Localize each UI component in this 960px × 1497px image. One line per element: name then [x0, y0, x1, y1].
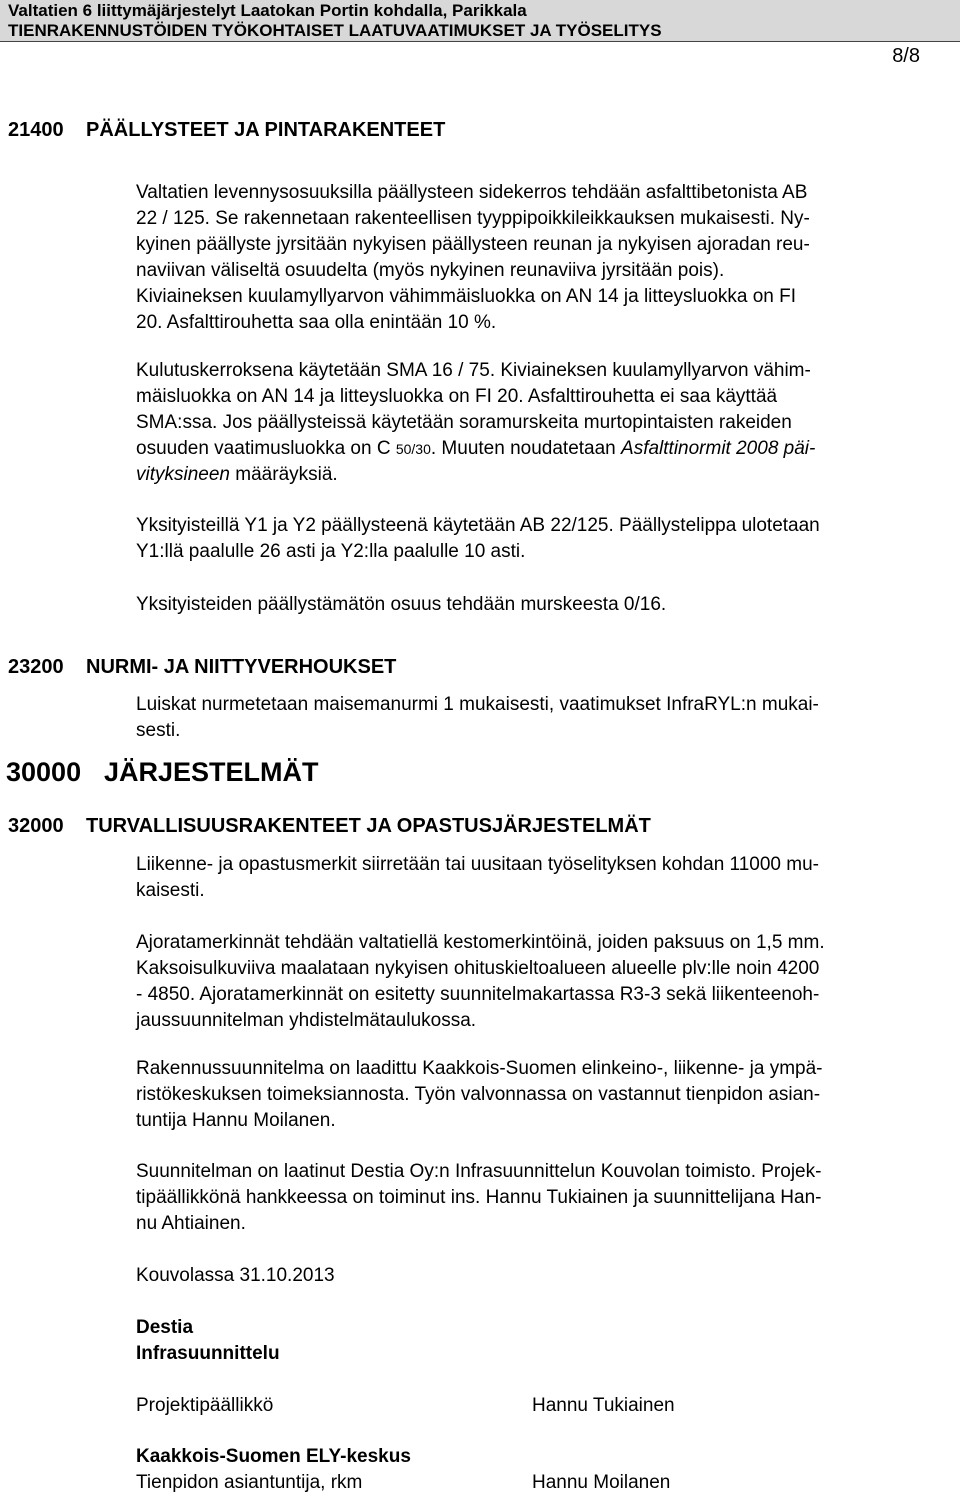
section-heading-23200	[8, 655, 396, 679]
section-title: NURMI- JA NIITTYVERHOUKSET	[86, 656, 397, 678]
text-line: jaussuunnitelman yhdistelmätaulukossa.	[136, 1010, 477, 1031]
organization-name: Destia	[136, 1317, 194, 1338]
text-span: määräyksiä.	[230, 464, 338, 485]
text-line: Suunnitelman on laatinut Destia Oy:n Infrasuunnittelun Kouvolan toimisto. Projek-	[136, 1161, 822, 1182]
text-line: sesti.	[136, 720, 181, 741]
text-line: kyinen päällyste jyrsitään nykyisen päällysteen reunan ja nykyisen ajoradan reu-	[136, 234, 810, 255]
text-line: Y1:llä paalulle 26 asti ja Y2:lla paalulle 10 asti.	[136, 541, 526, 562]
header-project-title: Valtatien 6 liittymäjärjestelyt Laatokan Portin kohdalla, Parikkala	[8, 1, 527, 20]
paragraph-turfing	[136, 692, 942, 744]
signer-role: Projektipäällikkö	[136, 1395, 274, 1416]
text-line: 22 / 125. Se rakennetaan rakenteellisen tyyppipoikkileikkauksen mukaisesti. Ny-	[136, 208, 810, 229]
paragraph-unpaved	[136, 592, 942, 618]
section-title: TURVALLISUUSRAKENTEET JA OPASTUSJÄRJESTELMÄT	[86, 815, 651, 837]
text-line: Luiskat nurmetetaan maisemanurmi 1 mukaisesti, vaatimukset InfraRYL:n mukai-	[136, 694, 819, 715]
section-code: 30000	[6, 757, 82, 787]
signer-role: Tienpidon asiantuntija, rkm	[136, 1472, 363, 1493]
header-divider	[0, 41, 960, 42]
text-line: kaisesti.	[136, 880, 205, 901]
organization-unit: Infrasuunnittelu	[136, 1343, 280, 1364]
section-heading-21400	[8, 118, 445, 142]
text-span: osuuden vaatimusluokka on C	[136, 438, 396, 459]
text-line: tuntija Hannu Moilanen.	[136, 1110, 336, 1131]
section-code: 23200	[8, 656, 64, 678]
reference-title: Asfalttinormit 2008 päi-	[621, 438, 816, 459]
text-line	[136, 462, 942, 488]
reference-title-cont: vityksineen	[136, 464, 230, 485]
document-header	[0, 0, 960, 42]
section-heading-32000	[8, 814, 651, 838]
text-line: Yksityisteillä Y1 ja Y2 päällysteenä käytetään AB 22/125. Päällystelippa ulotetaan	[136, 515, 820, 536]
text-line: Liikenne- ja opastusmerkit siirretään tai uusitaan työselityksen kohdan 11000 mu-	[136, 854, 819, 875]
text-line: Ajoratamerkinnät tehdään valtatiellä kestomerkintöinä, joiden paksuus on 1,5 mm.	[136, 932, 825, 953]
section-code: 32000	[8, 815, 64, 837]
text-line: Kulutuskerroksena käytetään SMA 16 / 75. Kiviaineksen kuulamyllyarvon vähim-	[136, 360, 811, 381]
paragraph-traffic-signs	[136, 852, 942, 904]
paragraph-wearing-course	[136, 358, 942, 488]
organization-name: Kaakkois-Suomen ELY-keskus	[136, 1446, 411, 1467]
text-line	[136, 436, 942, 462]
text-line: 20. Asfalttirouhetta saa olla enintään 10 %.	[136, 312, 497, 333]
paragraph-commission	[136, 1056, 942, 1134]
page-number: 8/8	[892, 45, 920, 67]
text-line: SMA:ssa. Jos päällysteissä käytetään soramurskeita murtopintaisten rakeiden	[136, 412, 792, 433]
text-span: . Muuten noudatetaan	[430, 438, 622, 459]
text-line: naviivan väliseltä osuudelta (myös nykyinen reunaviiva jyrsitään pois).	[136, 260, 725, 281]
signer-name: Hannu Tukiainen	[532, 1395, 675, 1416]
text-line: nu Ahtiainen.	[136, 1213, 246, 1234]
section-title: PÄÄLLYSTEET JA PINTARAKENTEET	[86, 119, 446, 141]
signer-name: Hannu Moilanen	[532, 1472, 671, 1493]
paragraph-road-markings	[136, 930, 942, 1034]
text-line: Kaksoisulkuviiva maalataan nykyisen ohituskieltoalueen alueelle plv:lle noin 4200	[136, 958, 820, 979]
paragraph-private-roads	[136, 513, 942, 565]
text-line: Rakennussuunnitelma on laadittu Kaakkois-Suomen elinkeino-, liikenne- ja ympä-	[136, 1058, 823, 1079]
place-and-date: Kouvolassa 31.10.2013	[136, 1265, 335, 1286]
paragraph-binder-course	[136, 180, 942, 336]
header-document-title: TIENRAKENNUSTÖIDEN TYÖKOHTAISET LAATUVAATIMUKSET JA TYÖSELITYS	[8, 21, 662, 40]
paragraph-designers	[136, 1159, 942, 1237]
section-title: JÄRJESTELMÄT	[104, 757, 319, 787]
text-line: mäisluokka on AN 14 ja litteysluokka on FI 20. Asfalttirouhetta ei saa käyttää	[136, 386, 778, 407]
text-line: tipäällikkönä hankkeessa on toiminut ins. Hannu Tukiainen ja suunnittelijana Han-	[136, 1187, 822, 1208]
text-line: - 4850. Ajoratamerkinnät on esitetty suunnitelmakartassa R3-3 sekä liikenteenoh-	[136, 984, 820, 1005]
section-heading-30000	[6, 756, 319, 788]
text-line: ristökeskuksen toimeksiannosta. Työn valvonnassa on vastannut tienpidon asian-	[136, 1084, 821, 1105]
text-line: Kiviaineksen kuulamyllyarvon vähimmäisluokka on AN 14 ja litteysluokka on FI	[136, 286, 797, 307]
text-line: Yksityisteiden päällystämätön osuus tehdään murskeesta 0/16.	[136, 594, 667, 615]
class-subscript: 50/30	[395, 441, 431, 457]
text-line: Valtatien levennysosuuksilla päällysteen sidekerros tehdään asfalttibetonista AB	[136, 182, 808, 203]
section-code: 21400	[8, 119, 64, 141]
